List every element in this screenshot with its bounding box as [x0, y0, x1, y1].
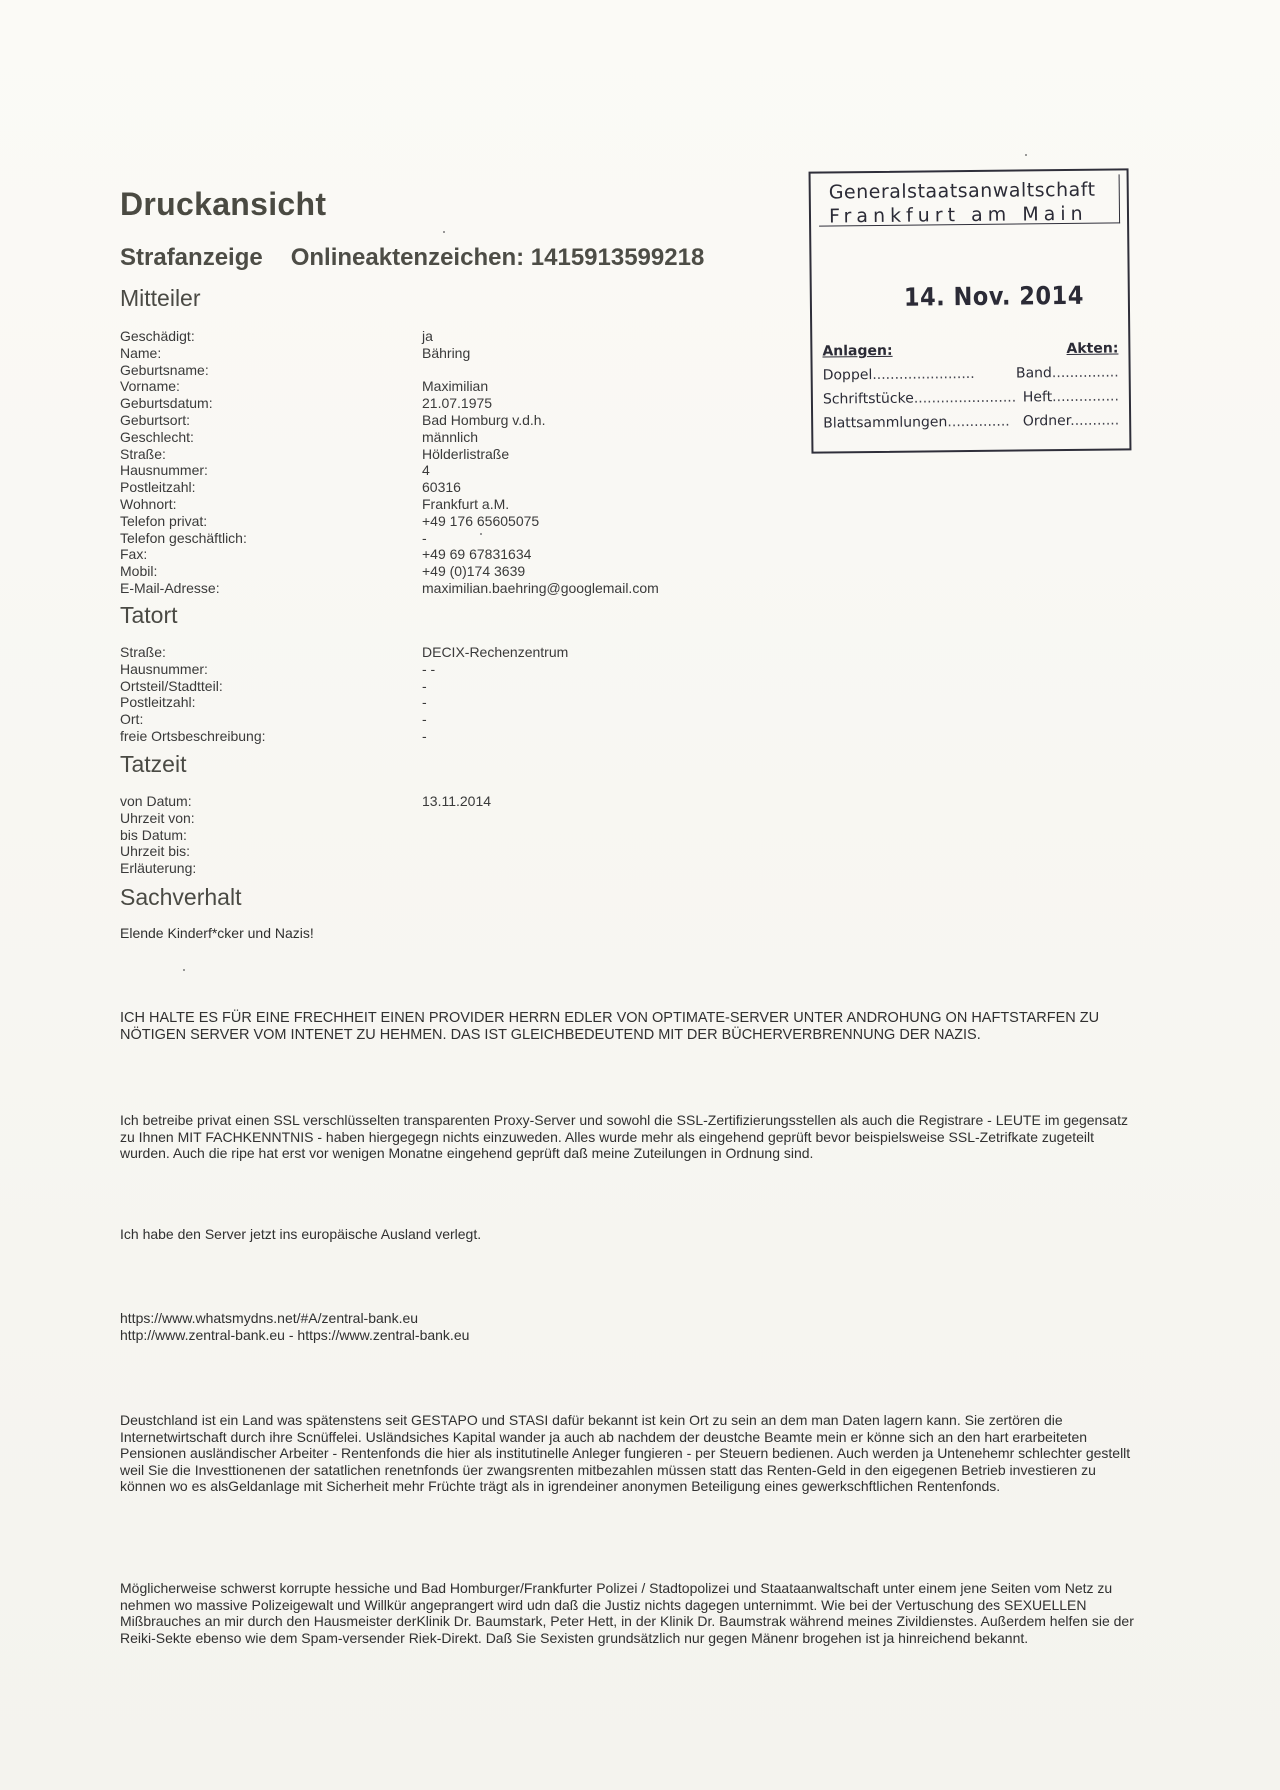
field-row — [120, 462, 659, 479]
mitteiler-fields — [120, 328, 659, 597]
stamp-akten: Akten: — [1066, 340, 1119, 357]
field-label: Geschädigt: — [120, 328, 195, 344]
scan-speck — [183, 969, 185, 971]
field-row — [120, 563, 659, 580]
sachverhalt-paragraph: Ich betreibe privat einen SSL verschlüsselten transparenten Proxy-Server und sowohl die SSL-Zertifizierungsstellen als auch die Registrare - LEUTE im gegensatz zu Ihnen MIT FACHKENNTNIS - haben hiergegegn nichts einzuweden. Alles wurde mehr als eingehend geprüft bevor beispielsweise SSL-Zetrifkate zugeteilt wurden. Auch die ripe hat erst vor wenigen Monatne eingehend geprüft daß meine Zuteilungen in Ordnung sind. — [120, 1112, 1128, 1161]
field-label: Ort: — [120, 711, 144, 728]
field-value: - - — [422, 660, 436, 677]
sachverhalt-link: https://www.whatsmydns.net/#A/zentral-bank.eu — [120, 1310, 419, 1326]
field-row — [120, 580, 659, 597]
stamp-row-right: Heft — [1022, 389, 1053, 406]
field-label: Hausnummer: — [120, 462, 208, 479]
field-value: - — [422, 727, 427, 744]
field-label: Ortsteil/Stadtteil: — [120, 677, 223, 694]
field-label: Geschlecht: — [120, 428, 194, 445]
field-value: männlich — [422, 428, 479, 445]
field-row — [120, 429, 659, 446]
field-label: Name: — [120, 344, 162, 361]
field-row — [120, 860, 491, 877]
field-label: Uhrzeit bis: — [120, 843, 191, 860]
field-value: maximilian.baehring@googlemail.com — [422, 579, 659, 596]
field-label: Hausnummer: — [120, 660, 208, 677]
subtitle-case-number: Onlineaktenzeichen: 1415913599218 — [290, 244, 705, 271]
field-value: - — [422, 694, 427, 711]
field-label: Geburtsort: — [120, 411, 191, 428]
subtitle-type: Strafanzeige — [120, 244, 263, 271]
field-label: Geburtsdatum: — [120, 395, 213, 412]
field-value: - — [422, 677, 427, 694]
field-row — [120, 694, 568, 711]
stamp-header — [819, 174, 1120, 226]
field-row — [120, 412, 659, 429]
stamp-row-left: Blattsammlungen — [823, 414, 948, 432]
field-value: Frankfurt a.M. — [422, 495, 510, 512]
field-row — [120, 378, 659, 395]
section-heading-tatzeit: Tatzeit — [120, 751, 187, 777]
stamp-row-right: Ordner — [1022, 412, 1071, 430]
field-row — [120, 530, 659, 547]
field-label: Erläuterung: — [120, 860, 197, 877]
tatort-fields — [120, 644, 568, 745]
section-heading-tatort: Tatort — [120, 602, 178, 628]
field-row — [120, 496, 659, 513]
sachverhalt-paragraph: Deustchland ist ein Land was spätenstens seit GESTAPO und STASI dafür bekannt ist kein Ort zu sein an dem man Daten lagern kann. Sie zertören die Internetwirtschaft durch ihre Scnüffelei. Usländsiches Kapital wander ja auch ab nachdem der deustche Beamte mein er könne sich an den hart erarbeiteten Pensionen ausländischer Arbeiter - Rentenfonds die hier als institutinelle Anleger fungieren - per Steuern bedienen. Auch werden ja Untenehemr schlechter gestellt weil Sie die Investtionenen der satatlichen renetnfonds üer zwangsrenten mitbezahlen müssen statt das Renten-Geld in den eigegenen Betrieb investieren zu können wo es alsGeldanlage mit Sicherheit mehr Früchte trägt als in igrendeiner anonymen Beteiligung eines gewerkschftlichen Rentenfonds. — [120, 1412, 1131, 1494]
field-value: +49 (0)174 3639 — [422, 563, 526, 580]
field-label: Vorname: — [120, 378, 180, 395]
field-label: Straße: — [120, 644, 166, 660]
sachverhalt-paragraph: Möglicherweise schwerst korrupte hessiche und Bad Homburger/Frankfurter Polizei / Stadtopolizei und Staataanwaltschaft unter einem jene Seiten vom Netz zu nehmen wo massive Polizeigewalt und Willkür angeprangert wird udn daß die Justiz nichts dagegen unternimmt. Wie bei der Vertuschung des SEXUELLEN Mißbrauches an mir durch den Hausmeister derKlinik Dr. Baumstark, Peter Hett, in der Klinik Dr. Baumstrak während meines Zivildienstes. Außerdem helfen sie der Reiki-Sekte ebenso wie dem Spam-versender Riek-Direkt. Daß Sie Sexisten grundsätzlich nur gegen Mänenr brogehen ist ja hinreichend bekannt. — [120, 1580, 1134, 1646]
field-value: Maximilian — [422, 378, 489, 395]
stamp-anlagen: Anlagen: — [822, 342, 893, 360]
field-value: 21.07.1975 — [422, 395, 493, 412]
field-row — [120, 728, 568, 745]
receipt-stamp — [809, 168, 1132, 453]
field-value: ja — [422, 328, 433, 344]
field-row — [120, 827, 491, 844]
field-row — [120, 711, 568, 728]
field-label: Uhrzeit von: — [120, 809, 195, 826]
field-value: 13.11.2014 — [422, 793, 492, 809]
field-row — [120, 661, 568, 678]
sachverhalt-paragraph: ICH HALTE ES FÜR EINE FRECHHEIT EINEN PROVIDER HERRN EDLER VON OPTIMATE-SERVER UNTER ANDROHUNG ON HAFTSTARFEN ZU NÖTIGEN SERVER VOM INTENET ZU HEHMEN. DAS IST GLEICHBEDEUTEND MIT DER BÜCHERVERBRENNUNG DER NAZIS. — [120, 1010, 1100, 1043]
field-value: Bad Homburg v.d.h. — [422, 411, 546, 428]
field-value: 60316 — [422, 479, 461, 496]
field-label: Telefon privat: — [120, 512, 208, 529]
field-label: Postleitzahl: — [120, 694, 196, 711]
field-value: Bähring — [422, 344, 471, 361]
field-label: freie Ortsbeschreibung: — [120, 727, 266, 744]
field-row — [120, 644, 568, 661]
stamp-row-left: Schriftstücke — [822, 390, 914, 408]
field-label: E-Mail-Adresse: — [120, 579, 220, 596]
page-title: Druckansicht — [120, 186, 327, 222]
field-value: DECIX-Rechenzentrum — [422, 644, 569, 660]
field-row — [120, 513, 659, 530]
field-value: - — [422, 711, 427, 728]
field-row — [120, 362, 659, 379]
field-row — [120, 678, 568, 695]
field-value: 4 — [422, 462, 430, 479]
field-row — [120, 395, 659, 412]
field-label: Straße: — [120, 445, 166, 462]
field-label: Postleitzahl: — [120, 479, 196, 496]
subtitle — [120, 244, 704, 272]
field-label: bis Datum: — [120, 826, 187, 843]
field-row — [120, 546, 659, 563]
field-value: Hölderlistraße — [422, 445, 510, 462]
sachverhalt-link: http://www.zentral-bank.eu - https://www.zentral-bank.eu — [120, 1327, 470, 1343]
field-row — [120, 843, 491, 860]
field-row — [120, 810, 491, 827]
field-row — [120, 328, 659, 345]
scan-speck — [443, 231, 445, 233]
stamp-city: Frankfurt am Main — [828, 202, 1088, 228]
field-value: - — [422, 529, 427, 546]
field-label: Wohnort: — [120, 495, 177, 512]
field-label: Mobil: — [120, 563, 158, 580]
field-label: Telefon geschäftlich: — [120, 529, 247, 546]
field-label: von Datum: — [120, 793, 192, 809]
field-value: +49 69 67831634 — [422, 546, 532, 563]
tatzeit-fields — [120, 793, 491, 877]
sachverhalt-paragraph: Elende Kinderf*cker und Nazis! — [120, 925, 314, 941]
field-row — [120, 793, 491, 810]
stamp-row-left: Doppel — [822, 367, 873, 384]
scan-speck — [480, 533, 482, 535]
stamp-date: 14. Nov. 2014 — [903, 280, 1085, 312]
field-value: +49 176 65605075 — [422, 512, 540, 529]
field-row — [120, 345, 659, 362]
field-row — [120, 446, 659, 463]
section-heading-sachverhalt: Sachverhalt — [120, 884, 242, 910]
scan-speck — [1025, 154, 1027, 156]
sachverhalt-paragraph: Ich habe den Server jetzt ins europäische Ausland verlegt. — [120, 1226, 482, 1242]
stamp-authority: Generalstaatsanwaltschaft — [828, 178, 1096, 204]
field-label: Geburtsname: — [120, 361, 209, 378]
section-heading-mitteiler: Mitteiler — [120, 285, 201, 311]
stamp-fields: Anlagen: Akten: Doppel....................... Band............... Schriftstücke....................... Heft............... Blattsammlungen.............. Ordner........... — [822, 340, 1120, 432]
field-label: Fax: — [120, 546, 148, 563]
field-row — [120, 479, 659, 496]
stamp-row-right: Band — [1015, 365, 1052, 382]
